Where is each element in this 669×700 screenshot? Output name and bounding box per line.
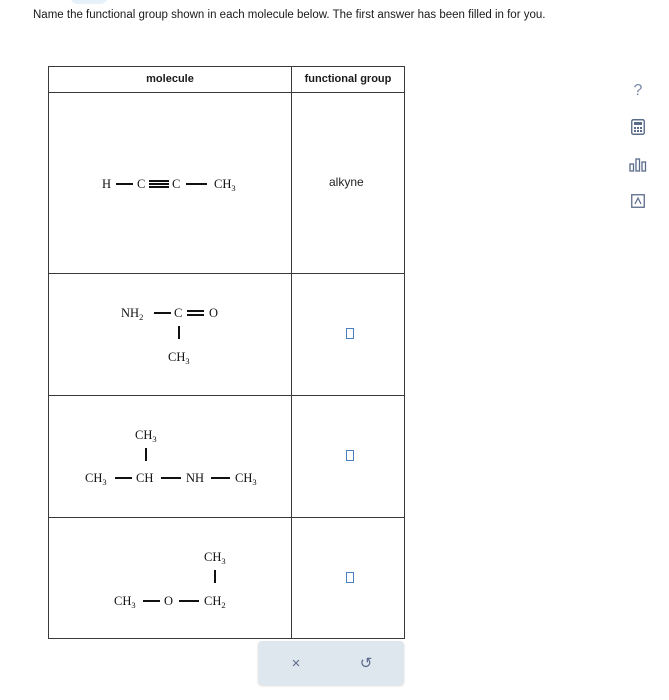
group-ch3: $CH_3$ — [214, 177, 236, 193]
answer-row-1: alkyne — [329, 175, 364, 189]
calculator-icon[interactable] — [625, 114, 651, 140]
group-ch3: $CH_3$ — [114, 594, 136, 610]
atom-o: O — [209, 306, 219, 320]
atom-c: C — [174, 306, 183, 320]
atom-c: C — [172, 177, 181, 191]
group-ch3: $CH_3$ — [85, 471, 107, 487]
single-bond — [186, 183, 207, 185]
answer-input-row-4[interactable] — [346, 572, 354, 583]
atom-h: H — [102, 177, 112, 191]
single-bond — [143, 600, 160, 602]
single-bond — [214, 570, 216, 583]
group-nh: NH — [186, 471, 205, 485]
group-nh2: $NH_2$ — [121, 306, 144, 322]
single-bond — [179, 600, 199, 602]
group-ch3: $CH_3$ — [204, 550, 226, 566]
table-divider — [291, 67, 292, 638]
header-molecule: molecule — [146, 73, 194, 85]
top-tab — [70, 0, 108, 4]
single-bond — [145, 448, 147, 461]
single-bond — [115, 477, 132, 479]
group-ch3: $CH_3$ — [135, 428, 157, 444]
group-ch3: $CH_3$ — [168, 350, 190, 366]
triple-bond — [149, 180, 169, 188]
group-ch2: $CH_2$ — [204, 594, 226, 610]
table-divider — [49, 395, 404, 396]
table-divider — [49, 517, 404, 518]
question-prompt: Name the functional group shown in each molecule below. The first answer has been filled in for you. — [33, 9, 546, 21]
single-bond — [154, 312, 171, 314]
header-functional-group: functional group — [304, 73, 392, 85]
single-bond — [211, 477, 230, 479]
answer-input-row-2[interactable] — [346, 328, 354, 339]
undo-button[interactable]: ↺ — [334, 646, 398, 680]
double-bond — [187, 310, 204, 316]
single-bond — [178, 326, 180, 339]
table-divider — [49, 92, 404, 93]
atom-c: C — [137, 177, 146, 191]
single-bond — [161, 477, 181, 479]
chart-icon[interactable] — [625, 152, 651, 178]
help-icon[interactable]: ? — [633, 82, 643, 99]
action-bar — [258, 641, 404, 685]
single-bond — [116, 183, 133, 185]
answer-table — [48, 66, 405, 639]
periodic-table-icon[interactable] — [625, 188, 651, 214]
group-ch3: $CH_3$ — [235, 471, 257, 487]
table-divider — [49, 273, 404, 274]
answer-input-row-3[interactable] — [346, 450, 354, 461]
clear-button[interactable]: × — [264, 646, 328, 680]
atom-o: O — [164, 594, 174, 608]
group-ch: CH — [136, 471, 154, 485]
